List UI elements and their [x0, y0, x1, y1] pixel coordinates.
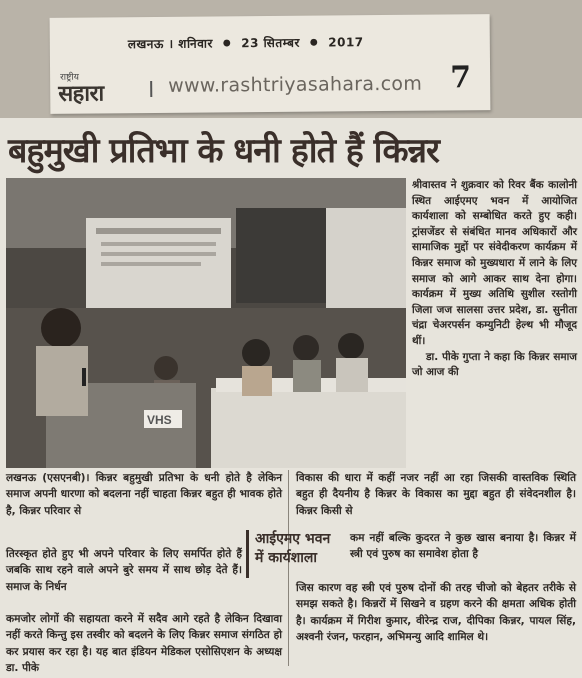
stage-table [211, 388, 406, 468]
subhead-line-2: में कार्यशाला [255, 550, 318, 566]
right-column-text: श्रीवास्तव ने शुक्रवार को रिवर बैंक कालोनी स्थित आईएमए भवन में आयोजित कार्यशाला को सम्बोधित करते हुए कही। ट्रांसजेंडर से संबंधित मानव अधिकारों और सामाजिक मुद्दों पर संवेदीकरण कार्यक्रम में किन्नर समाज को मुख्यधारा में लाने के लिए समाज को आगे आकर साथ देना होगा। कार्यक्रम में मुख्य अतिथि सुशील रस्तोगी जिला जज सालसा उत्तर प्रदेश, डा. सुनीता चंद्रा चेअरपर्सन कम्युनिटी हेल्थ भी मौजूद थीं। [412, 179, 577, 347]
dateline-year: 2017 [328, 34, 364, 49]
masthead-prefix: राष्ट्रीय [60, 72, 79, 83]
article-subhead [246, 530, 346, 578]
article-photo [6, 178, 406, 468]
right-column-text-2: डा. पीके गुप्ता ने कहा कि किन्नर समाज जो आज की [412, 350, 577, 379]
article-column-2-part-1: विकास की धारा में कहीं नजर नहीं आ रहा जिसकी वास्तविक स्थिति बहुत ही दैयनीय है किन्नर के विकास का मुद्दा बहुत ही संवेदनशील है। किन्नर किसी से [296, 472, 576, 517]
dateline-city: लखनऊ । शनिवार [127, 36, 213, 52]
article-column-2-part-3: जिस कारण वह स्त्री एवं पुरुष दोनों की तरह चीजो को बेहतर तरीके से समझ सकते है। किन्नरों में सिखने व ग्रहण करने की क्षमता अधिक होती है। कार्यक्रम में गिरीश कुमार, वीरेन्द्र राज, दीपिका किन्नर, पायल सिंह, अश्वनी रंजन, फरहान, अभिमन्यु आदि शामिल थे। [296, 582, 576, 644]
article-headline: बहुमुखी प्रतिभा के धनी होते हैं किन्नर [8, 131, 439, 171]
page-number: 7 [449, 60, 472, 96]
dateline-dot: ● [309, 37, 319, 48]
article-column-right [412, 178, 577, 381]
masthead-website: www.rashtriyasahara.com [168, 72, 423, 97]
dateline [128, 33, 364, 52]
article-column-1-part-2: तिरस्कृत होते हुए भी अपने परिवार के लिए समर्पित होते हैं जबकि साथ रहने वाले अपने बुरे समय में साथ छोड़ देते हैं। समाज के निर्धन [6, 548, 242, 593]
podium-label: VHS [147, 413, 172, 427]
dateline-date: 23 सितम्बर [241, 35, 300, 51]
subhead-line-1: आईएमए भवन [255, 531, 331, 547]
masthead-logo: सहारा [58, 80, 104, 107]
photo-scene [6, 178, 406, 468]
masthead-divider [150, 81, 164, 97]
article-column-1-part-1: लखनऊ (एसएनबी)। किन्नर बहुमुखी प्रतिभा के धनी होते है लेकिन समाज अपनी धारणा को बदलना नहीं चाहता किन्नर बहुत ही भावक होते है, किन्नर परिवार से [6, 472, 282, 517]
page-header-clip [50, 14, 491, 114]
speaker [41, 308, 81, 348]
article-column-2-part-2: कम नहीं बल्कि कुदरत ने कुछ खास बनाया है। किन्नर में स्त्री एवं पुरुष का समावेश होता है [350, 532, 576, 561]
article-column-1-part-3: कमजोर लोगों की सहायता करने में सदैव आगे रहते है लेकिन दिखावा नहीं करते किन्तु इस तस्वीर को बदलने के लिए किन्नर समाज संगठित हो कर प्रयास कर रहा है। यह बात इंडियन मेडिकल एसोसिएशन के अध्यक्ष डा. पीके [6, 613, 282, 675]
dateline-dot: ● [222, 37, 232, 48]
article-clip [0, 118, 582, 678]
